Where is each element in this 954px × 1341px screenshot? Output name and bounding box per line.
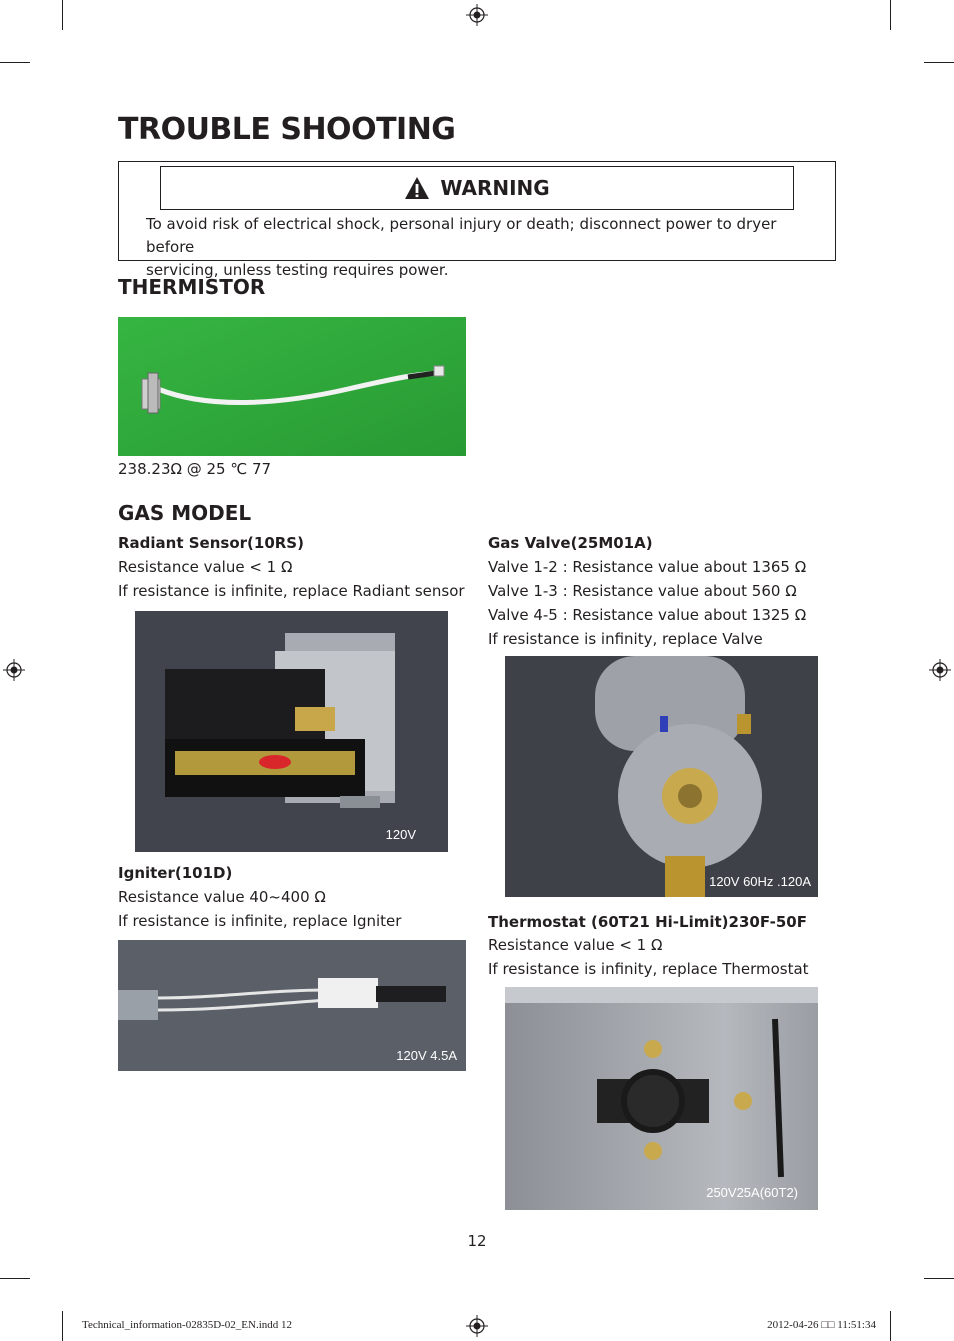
section-heading-gas-model: GAS MODEL	[118, 501, 252, 525]
thermostat-line: If resistance is infinity, replace Thermostat	[488, 960, 809, 978]
gas-valve-title: Gas Valve(25M01A)	[488, 534, 653, 552]
registration-mark-icon	[3, 659, 25, 681]
gas-valve-line: Valve 1-3 : Resistance value about 560 Ω	[488, 582, 797, 600]
warning-line: servicing, unless testing requires power.	[146, 261, 449, 279]
gas-valve-line: Valve 4-5 : Resistance value about 1325 Ω	[488, 606, 807, 624]
igniter-photo	[118, 940, 466, 1071]
photo-label: 120V 4.5A	[396, 1048, 457, 1063]
gas-valve-line: Valve 1-2 : Resistance value about 1365 Ω	[488, 558, 807, 576]
gas-valve-line: If resistance is infinity, replace Valve	[488, 630, 763, 648]
crop-mark	[890, 0, 891, 30]
registration-mark-icon	[929, 659, 951, 681]
section-heading-thermistor: THERMISTOR	[118, 275, 266, 299]
crop-mark	[0, 62, 30, 63]
thermistor-photo	[118, 317, 466, 456]
registration-mark-icon	[466, 1315, 488, 1337]
thermostat-line: Resistance value < 1 Ω	[488, 936, 663, 954]
photo-label: 250V25A(60T2)	[706, 1185, 798, 1200]
photo-label: 120V 60Hz .120A	[709, 874, 811, 889]
footer-timestamp: 2012-04-26 □□ 11:51:34	[767, 1319, 876, 1331]
crop-mark	[0, 1278, 30, 1279]
crop-mark	[924, 1278, 954, 1279]
igniter-line: If resistance is infinite, replace Igniter	[118, 912, 402, 930]
igniter-title: Igniter(101D)	[118, 864, 233, 882]
gas-valve-photo	[505, 656, 818, 897]
registration-mark-icon	[466, 4, 488, 26]
radiant-sensor-line: Resistance value < 1 Ω	[118, 558, 293, 576]
radiant-sensor-line: If resistance is infinite, replace Radiant sensor	[118, 582, 465, 600]
crop-mark	[890, 1311, 891, 1341]
warning-heading: WARNING	[440, 176, 550, 200]
radiant-sensor-title: Radiant Sensor(10RS)	[118, 534, 304, 552]
thermostat-title: Thermostat (60T21 Hi-Limit)230F-50F	[488, 913, 807, 931]
igniter-line: Resistance value 40~400 Ω	[118, 888, 326, 906]
thermostat-photo	[505, 987, 818, 1210]
crop-mark	[62, 0, 63, 30]
page-number: 12	[467, 1232, 487, 1250]
page-title: TROUBLE SHOOTING	[118, 112, 456, 147]
crop-mark	[62, 1311, 63, 1341]
warning-text	[146, 213, 826, 282]
thermistor-spec: 238.23Ω @ 25 ℃ 77	[118, 460, 272, 478]
warning-triangle-icon	[404, 176, 430, 200]
footer-filename: Technical_information-02835D-02_EN.indd 12	[82, 1319, 293, 1331]
photo-label: 120V	[385, 827, 416, 842]
radiant-sensor-photo	[135, 611, 448, 852]
warning-line: To avoid risk of electrical shock, personal injury or death; disconnect power to dryer before	[146, 215, 777, 256]
crop-mark	[924, 62, 954, 63]
warning-header	[160, 166, 794, 210]
